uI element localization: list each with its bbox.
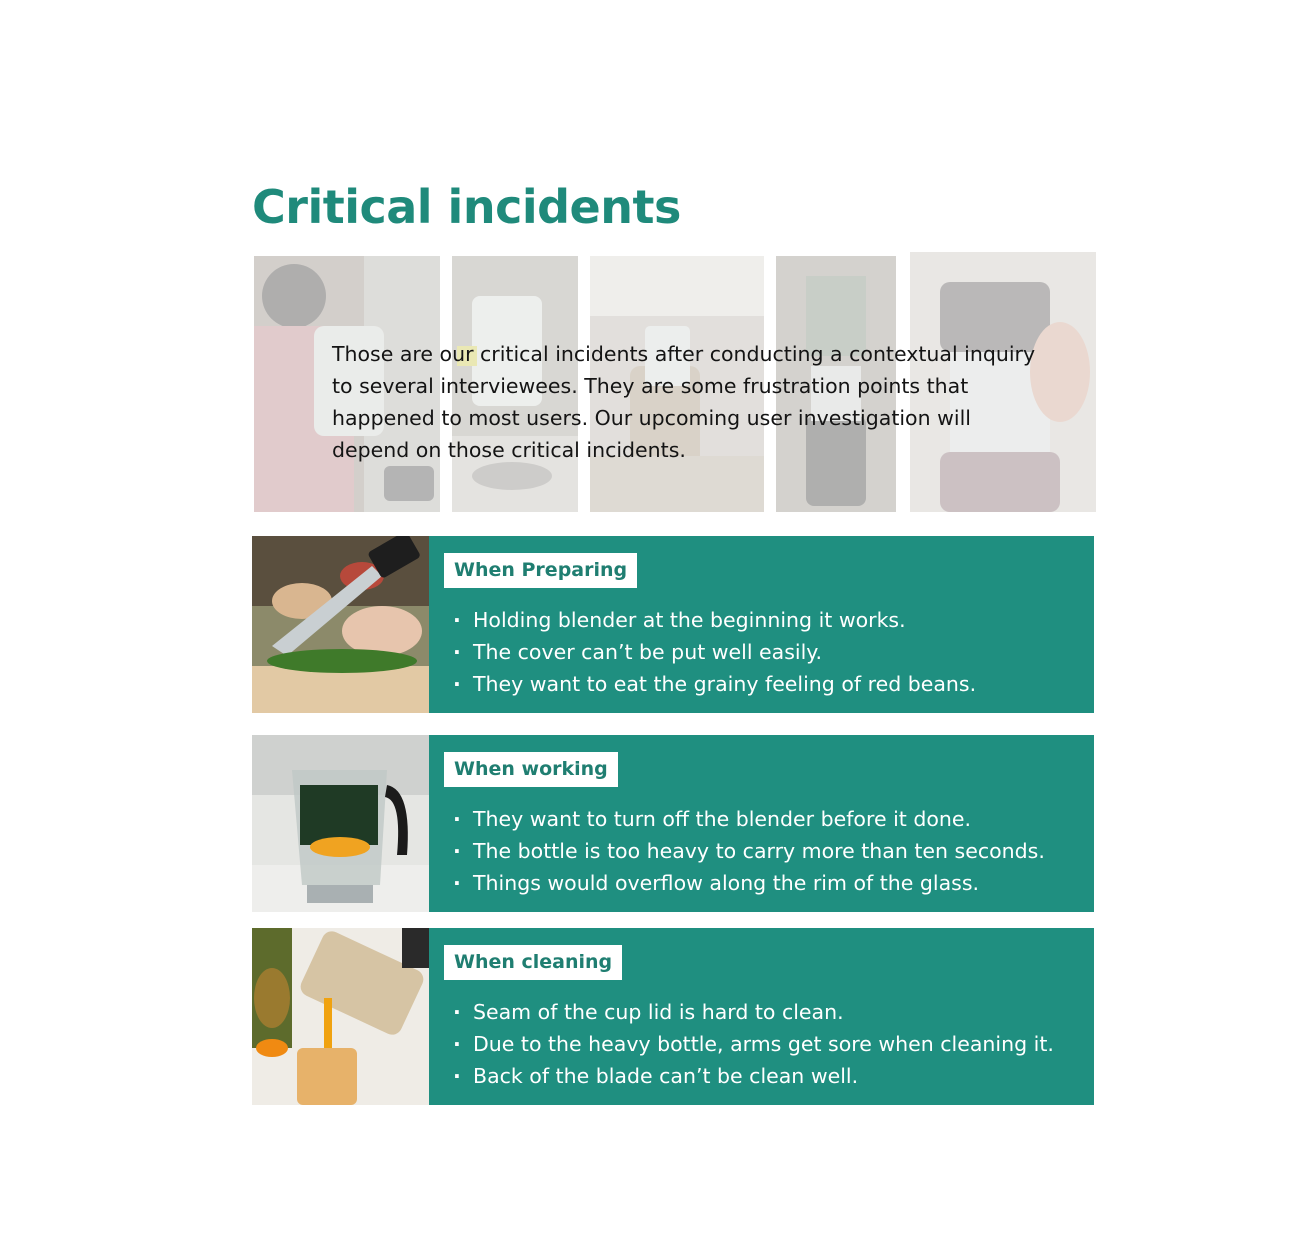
blender-with-greens-photo xyxy=(252,735,429,912)
incident-card-cleaning xyxy=(252,928,1094,1105)
list-item: · They want to eat the grainy feeling of red beans. xyxy=(453,668,976,700)
incident-list xyxy=(453,996,1054,1092)
list-item: · Back of the blade can’t be clean well. xyxy=(453,1060,1054,1092)
incident-card-working xyxy=(252,735,1094,912)
incident-list xyxy=(453,803,1045,899)
chopping-vegetables-photo xyxy=(252,536,429,713)
list-item: · The cover can’t be put well easily. xyxy=(453,636,976,668)
list-item: · The bottle is too heavy to carry more than ten seconds. xyxy=(453,835,1045,867)
incident-card-preparing xyxy=(252,536,1094,713)
intro-paragraph: Those are our critical incidents after conducting a contextual inquiry to several interviewees. They are some frustration points that happened to most users. Our upcoming user investigation will depend on those critical incidents. xyxy=(332,342,1036,462)
incident-panel xyxy=(429,536,1094,713)
incident-label: When Preparing xyxy=(444,553,637,588)
incident-panel xyxy=(429,928,1094,1105)
incident-label: When cleaning xyxy=(444,945,622,980)
list-item: · They want to turn off the blender before it done. xyxy=(453,803,1045,835)
list-item: · Seam of the cup lid is hard to clean. xyxy=(453,996,1054,1028)
incident-label: When working xyxy=(444,752,618,787)
list-item: · Due to the heavy bottle, arms get sore when cleaning it. xyxy=(453,1028,1054,1060)
pouring-juice-photo xyxy=(252,928,429,1105)
list-item: · Things would overflow along the rim of the glass. xyxy=(453,867,1045,899)
list-item: · Holding blender at the beginning it works. xyxy=(453,604,976,636)
page-title: Critical incidents xyxy=(252,180,681,234)
incident-panel xyxy=(429,735,1094,912)
incident-list xyxy=(453,604,976,700)
